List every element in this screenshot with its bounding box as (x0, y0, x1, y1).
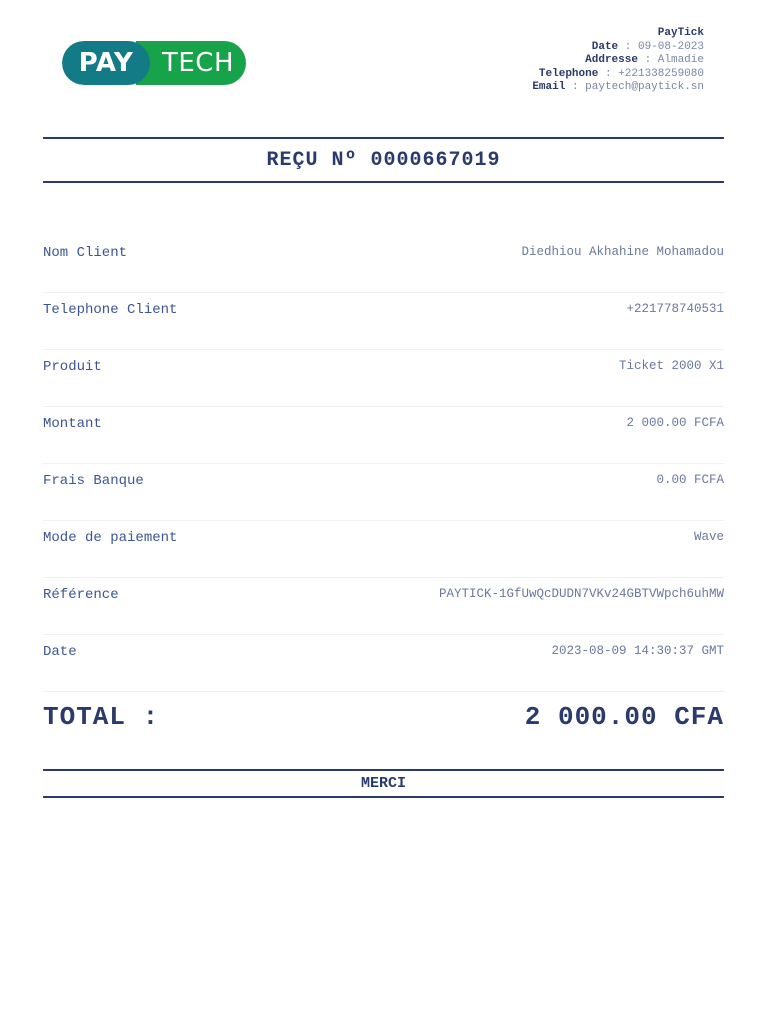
detail-label: Produit (43, 359, 102, 375)
detail-label: Montant (43, 416, 102, 432)
detail-row-reference (43, 578, 724, 635)
paytech-logo (62, 41, 246, 85)
detail-value: 0.00 FCFA (656, 473, 724, 487)
detail-row-date (43, 635, 724, 692)
logo-tech-text: TECH (136, 41, 246, 85)
detail-value: 2023-08-09 14:30:37 GMT (551, 644, 724, 658)
receipt-details (43, 236, 724, 692)
detail-row-payment-mode (43, 521, 724, 578)
company-name: PayTick (657, 27, 704, 39)
detail-value: Diedhiou Akhahine Mohamadou (521, 245, 724, 259)
total-label: TOTAL : (43, 702, 160, 732)
detail-label: Mode de paiement (43, 530, 178, 546)
detail-label: Date (43, 644, 77, 660)
detail-label: Nom Client (43, 245, 128, 261)
detail-row-client-phone (43, 293, 724, 350)
receipt-title: REÇU Nº 0000667019 (43, 137, 724, 183)
company-email: Email : paytech@paytick.sn (532, 81, 704, 93)
detail-label: Telephone Client (43, 302, 178, 318)
logo-pay-text: PAY (62, 41, 150, 85)
company-date: Date : 09-08-2023 (591, 40, 704, 53)
detail-label: Frais Banque (43, 473, 144, 489)
detail-row-amount (43, 407, 724, 464)
thank-you-footer: MERCI (43, 769, 724, 798)
detail-value: PAYTICK-1GfUwQcDUDN7VKv24GBTVWpch6uhMW (438, 587, 724, 601)
company-info (532, 27, 704, 95)
detail-value: Wave (693, 530, 724, 544)
detail-row-product (43, 350, 724, 407)
detail-row-client-name (43, 236, 724, 293)
detail-value: +221778740531 (626, 302, 724, 316)
total-value: 2 000.00 CFA (524, 702, 724, 732)
detail-row-bank-fees (43, 464, 724, 521)
total-line (43, 702, 724, 732)
detail-value: Ticket 2000 X1 (618, 359, 724, 373)
company-telephone: Telephone : +221338259080 (538, 67, 704, 80)
detail-value: 2 000.00 FCFA (626, 416, 724, 430)
company-address: Addresse : Almadie (585, 54, 704, 66)
detail-label: Référence (43, 587, 119, 603)
